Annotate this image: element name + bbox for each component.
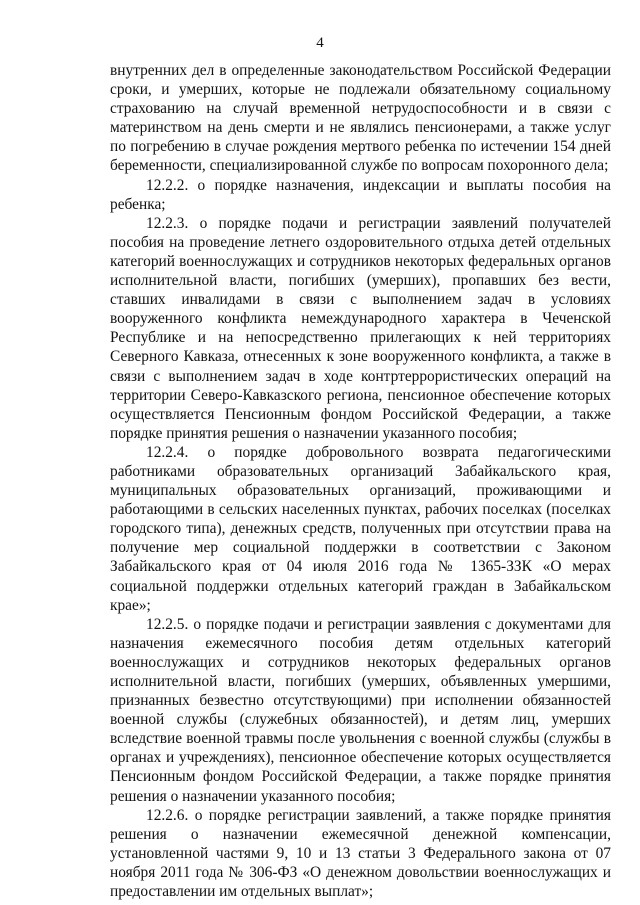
paragraph-12-2-4: 12.2.4. о порядке добровольного возврата педагогическими работниками образовательных организаций Забайкальского края, муниципальных образовательных организаций, проживающими и работающими в сельских населенных пунктах, рабочих поселках (поселках городского типа), денежных средств, полученных при отсутствии права на получение мер социальной поддержки в соответствии с Законом Забайкальского края от 04 июля 2016 года № 1365-ЗЗК «О мерах социальной поддержки отдельных категорий граждан в Забайкальском крае»; bbox=[110, 443, 611, 614]
paragraph-continuation: внутренних дел в определенные законодательством Российской Федерации сроки, и умерших, которые не подлежали обязательному социальному страхованию на случай временной нетрудоспособности и в связи с материнством на день смерти и не являлись пенсионерами, а также услуг по погребению в случае рождения мертвого ребенка по истечении 154 дней беременности, специализированной службе по вопросам похоронного дела; bbox=[110, 62, 611, 175]
paragraph-12-2-5: 12.2.5. о порядке подачи и регистрации заявления с документами для назначения ежемесячного пособия детям отдельных категорий военнослужащих и сотрудников некоторых федеральных органов исполнительной власти, погибших (умерших, объявленных умершими, признанных безвестно отсутствующими) при исполнении обязанностей военной службы (служебных обязанностей), и детям лиц, умерших вследствие военной травмы после увольнения с военной службы (службы в органах и учреждениях), пенсионное обеспечение которых осуществляется Пенсионным фондом Российской Федерации, а также порядке принятия решения о назначении указанного пособия; bbox=[110, 615, 611, 805]
paragraph-12-2-2: 12.2.2. о порядке назначения, индексации и выплаты пособия на ребенка; bbox=[110, 176, 611, 213]
document-body bbox=[110, 61, 611, 901]
page-number: 4 bbox=[316, 35, 324, 51]
paragraph-12-2-6: 12.2.6. о порядке регистрации заявлений, а также порядке принятия решения о назначении ежемесячной денежной компенсации, установленной частями 9, 10 и 13 статьи 3 Федерального закона от 07 ноября 2011 года № 306-ФЗ «О денежном довольствии военнослужащих и предоставлении им отдельных выплат»; bbox=[110, 806, 611, 901]
paragraph-12-2-3: 12.2.3. о порядке подачи и регистрации заявлений получателей пособия на проведение летнего оздоровительного отдыха детей отдельных категорий военнослужащих и сотрудников некоторых федеральных органов исполнительной власти, погибших (умерших), пропавших без вести, ставших инвалидами в связи с выполнением задач в условиях вооруженного конфликта немеждународного характера в Чеченской Республике и на непосредственно прилегающих к ней территориях Северного Кавказа, отнесенных к зоне вооруженного конфликта, а также в связи с выполнением задач в ходе контртеррористических операций на территории Северо-Кавказского региона, пенсионное обеспечение которых осуществляется Пенсионным фондом Российской Федерации, а также порядке принятия решения о назначении указанного пособия; bbox=[110, 214, 611, 442]
